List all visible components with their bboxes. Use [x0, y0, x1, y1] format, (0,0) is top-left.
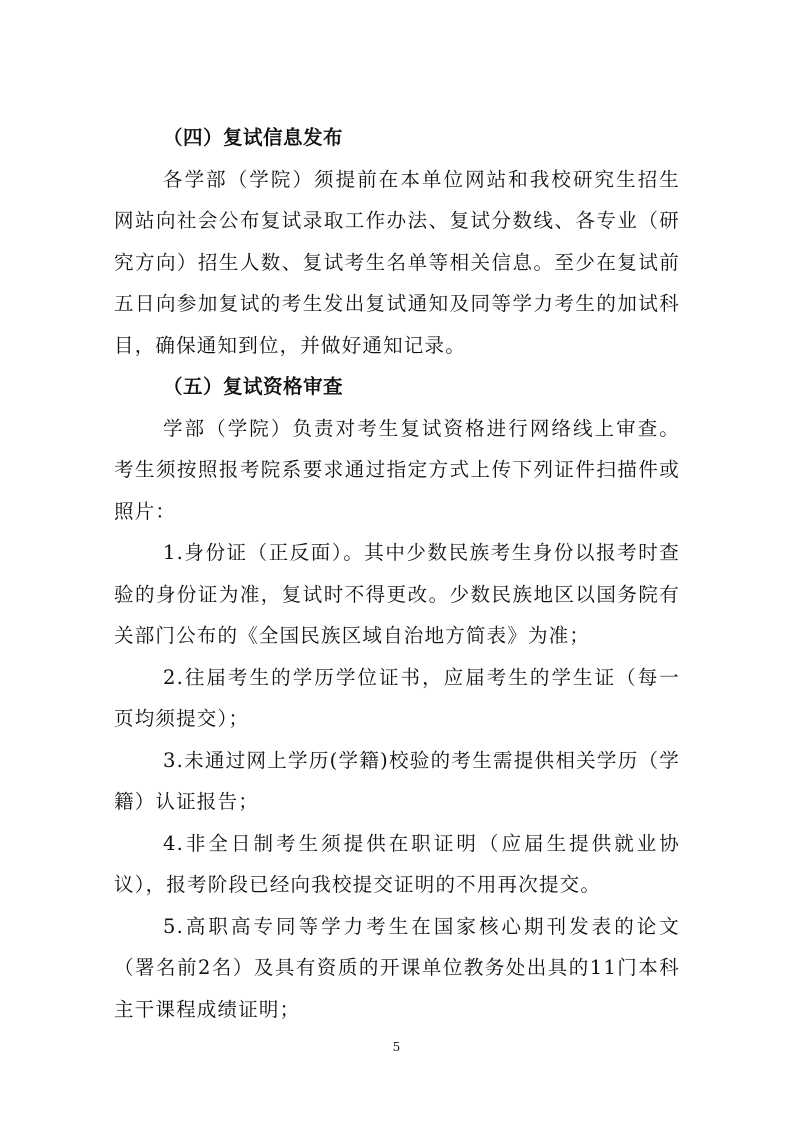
section-heading: （四）复试信息发布: [163, 126, 344, 149]
list-item: 1.身份证（正反面）。其中少数民族考生身份以报考时查验的身份证为准，复试时不得更改。少数民族地区以国务院有关部门公布的《全国民族区域自治地方简表》为准；: [114, 541, 680, 647]
section-heading: （五）复试资格审查: [163, 375, 344, 398]
list-item: 5.高职高专同等学力考生在国家核心期刊发表的论文（署名前2名）及具有资质的开课单位教务处出具的11门本科主干课程成绩证明；: [114, 914, 680, 1021]
list-item: 4.非全日制考生须提供在职证明（应届生提供就业协议），报考阶段已经向我校提交证明的不用再次提交。: [114, 831, 680, 896]
document-body: [114, 117, 680, 1030]
section-5: [114, 366, 680, 1030]
paragraph: 各学部（学院）须提前在本单位网站和我校研究生招生网站向社会公布复试录取工作办法、复试分数线、各专业（研究方向）招生人数、复试考生名单等相关信息。至少在复试前五日向参加复试的考生发出复试通知及同等学力考生的加试科目，确保通知到位，并做好通知记录。: [114, 167, 680, 357]
list-item: 2.往届考生的学历学位证书，应届考生的学生证（每一页均须提交）；: [114, 665, 680, 730]
list-item: 3.未通过网上学历(学籍)校验的考生需提供相关学历（学籍）认证报告；: [114, 748, 680, 813]
page-number: 5: [392, 1040, 401, 1054]
paragraph: 学部（学院）负责对考生复试资格进行网络线上审查。考生须按照报考院系要求通过指定方式上传下列证件扫描件或照片：: [114, 416, 680, 523]
section-4: [114, 117, 680, 366]
